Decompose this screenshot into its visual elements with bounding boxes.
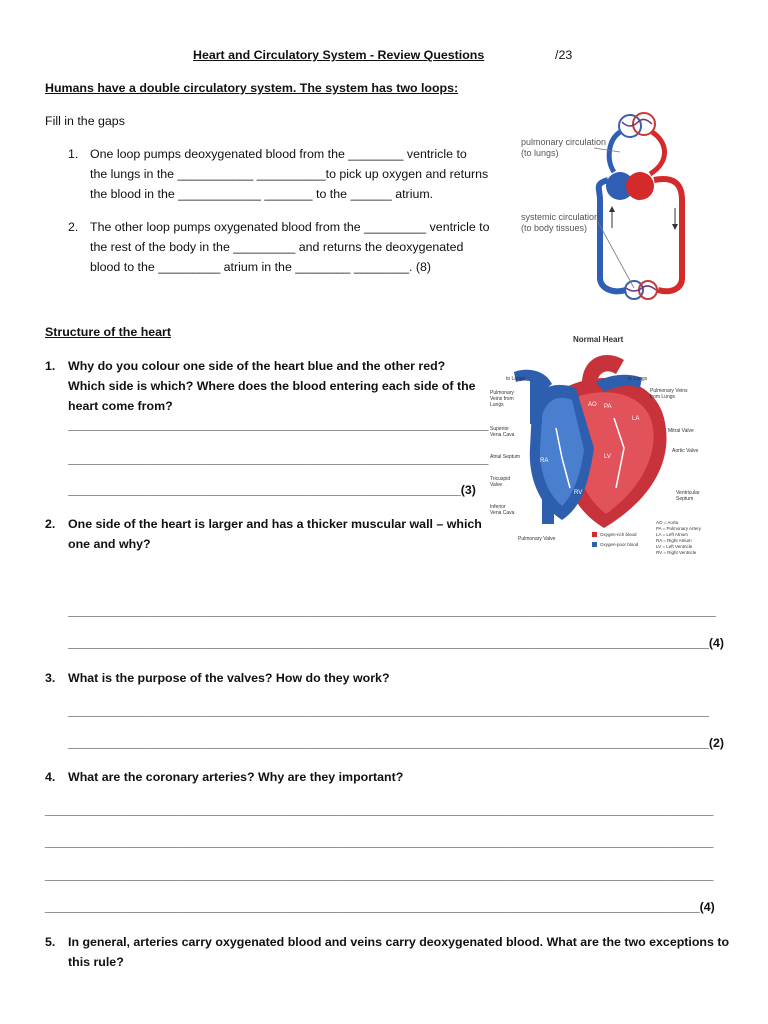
lv-label: LV bbox=[604, 454, 611, 460]
q4-answer-line[interactable]: _________________________________________________________________________________________________ bbox=[45, 803, 714, 817]
item2-line: the rest of the body in the _________ and returns the deoxygenated bbox=[90, 240, 464, 254]
q4-answer-line[interactable]: _______________________________________________________________________________________________(4) bbox=[45, 900, 715, 914]
vent-septum-label: Ventricular bbox=[676, 490, 700, 496]
abbrev-label: RA = Right Atrium bbox=[656, 538, 692, 543]
q3-answer-line[interactable]: _____________________________________________________________________________________________ bbox=[68, 704, 709, 718]
abbrev-label: RV = Right Ventricle bbox=[656, 550, 697, 555]
pulm-veins-right-label: from Lungs bbox=[650, 394, 676, 400]
to-lungs-right-label: to Lungs bbox=[628, 376, 648, 382]
structure-heading: Structure of the heart bbox=[45, 325, 171, 339]
q5-line: this rule? bbox=[68, 955, 124, 969]
heart-diagram-title: Normal Heart bbox=[573, 335, 624, 344]
q3-text: What is the purpose of the valves? How do they work? bbox=[68, 671, 390, 685]
q4-answer-line[interactable]: _________________________________________________________________________________________________ bbox=[45, 868, 714, 882]
atrial-septum-label: Atrial Septum bbox=[490, 454, 521, 460]
q1-answer-line[interactable]: _________________________________________________________(3) bbox=[68, 483, 476, 497]
q5-text bbox=[68, 932, 729, 972]
q1-answer-line[interactable]: _____________________________________________________________ bbox=[68, 418, 489, 432]
q5-line: In general, arteries carry oxygenated blood and veins carry deoxygenated blood. What are the two exceptions to bbox=[68, 935, 730, 949]
total-score: /23 bbox=[555, 48, 573, 62]
fill-gaps-instruction: Fill in the gaps bbox=[45, 114, 125, 128]
down-arrow-icon bbox=[672, 208, 678, 230]
q3-number: 3. bbox=[45, 671, 56, 685]
tricuspid-label: Valve bbox=[490, 482, 503, 488]
ao-label: AO bbox=[588, 402, 597, 408]
abbrev-label: AO = Aorta bbox=[656, 520, 679, 525]
q1-answer-line[interactable]: _____________________________________________________________ bbox=[68, 452, 489, 466]
q4-text: What are the coronary arteries? Why are they important? bbox=[68, 770, 404, 784]
double-circulation-diagram bbox=[512, 110, 702, 300]
q1-text bbox=[68, 356, 476, 416]
sup-vena-cava-label: Superior bbox=[490, 426, 509, 432]
item1-line: the blood in the ____________ _______ to the ______ atrium. bbox=[90, 187, 434, 201]
up-arrow-icon bbox=[609, 206, 615, 228]
inf-vena-cava-label: Vena Cava bbox=[490, 510, 515, 516]
tricuspid-label: Tricuspid bbox=[490, 476, 511, 482]
to-lungs-left-label: to Lungs bbox=[506, 376, 526, 382]
q5-number: 5. bbox=[45, 935, 56, 949]
pulm-veins-left-label: Lungs bbox=[490, 402, 504, 408]
q2-number: 2. bbox=[45, 517, 56, 531]
q4-answer-line[interactable]: _________________________________________________________________________________________________ bbox=[45, 835, 714, 849]
intro-heading: Humans have a double circulatory system. The system has two loops: bbox=[45, 81, 459, 95]
pa-label: PA bbox=[604, 404, 612, 410]
item2-text bbox=[90, 217, 490, 277]
q1-line: Which side is which? Where does the blood entering each side of the bbox=[68, 379, 476, 393]
abbrev-label: LV = Left Ventricle bbox=[656, 544, 693, 549]
q2-answer-line[interactable]: ______________________________________________________________________________________________ bbox=[68, 604, 716, 618]
item2-number: 2. bbox=[68, 220, 79, 234]
item2-line: The other loop pumps oxygenated blood from the _________ ventricle to bbox=[90, 220, 490, 234]
oxygen-poor-swatch bbox=[592, 542, 597, 547]
pulm-veins-left-label: Pulmonary bbox=[490, 390, 514, 396]
item1-number: 1. bbox=[68, 147, 79, 161]
oxygen-rich-swatch bbox=[592, 532, 597, 537]
aortic-valve-label: Aortic Valve bbox=[672, 448, 699, 454]
q1-line: Why do you colour one side of the heart blue and the other red? bbox=[68, 359, 446, 373]
item1-line: One loop pumps deoxygenated blood from the ________ ventricle to bbox=[90, 147, 467, 161]
vent-septum-label: Septum bbox=[676, 496, 694, 502]
pulmonary-label-line1: pulmonary circulation bbox=[521, 137, 607, 147]
item1-text bbox=[90, 144, 488, 204]
q2-line: one and why? bbox=[68, 537, 151, 551]
ra-label: RA bbox=[540, 458, 549, 464]
mitral-valve-label: Mitral Valve bbox=[668, 428, 694, 434]
oxygen-poor-label: Oxygen-poor blood bbox=[600, 542, 639, 547]
pulm-veins-right-label: Pulmonary Veins bbox=[650, 388, 688, 394]
q2-answer-line[interactable]: _____________________________________________________________________________________________(4) bbox=[68, 636, 725, 650]
q2-text bbox=[68, 514, 482, 554]
item2-line: blood to the _________ atrium in the ________ ________. (8) bbox=[90, 260, 432, 274]
q3-answer-line[interactable]: _____________________________________________________________________________________________(2) bbox=[68, 736, 725, 750]
lung-capillaries-icon bbox=[619, 113, 655, 137]
q2-line: One side of the heart is larger and has a thicker muscular wall – which bbox=[68, 517, 482, 531]
oxygen-rich-label: Oxygen-rich blood bbox=[600, 532, 637, 537]
abbrev-label: PA = Pulmonary Artery bbox=[656, 526, 702, 531]
la-label: LA bbox=[632, 416, 640, 422]
pulm-valve-label: Pulmonary Valve bbox=[518, 536, 556, 542]
q4-number: 4. bbox=[45, 770, 56, 784]
heart-icon bbox=[606, 172, 654, 200]
q1-number: 1. bbox=[45, 359, 56, 373]
inf-vena-cava-label: Inferior bbox=[490, 504, 506, 510]
abbrev-label: LA = Left Atrium bbox=[656, 532, 688, 537]
item1-line: the lungs in the ___________ __________to pick up oxygen and returns bbox=[90, 167, 489, 181]
sup-vena-cava-label: Vena Cava bbox=[490, 432, 515, 438]
pulmonary-label-line2: (to lungs) bbox=[521, 148, 559, 158]
normal-heart-diagram bbox=[484, 328, 734, 564]
body-capillaries-icon bbox=[625, 281, 657, 299]
pulm-veins-left-label: Veins from bbox=[490, 396, 514, 402]
rv-label: RV bbox=[574, 490, 583, 496]
page-title: Heart and Circulatory System - Review Questions bbox=[193, 48, 485, 62]
systemic-label-line1: systemic circulation bbox=[521, 212, 600, 222]
systemic-label-line2: (to body tissues) bbox=[521, 223, 588, 233]
q1-line: heart come from? bbox=[68, 399, 173, 413]
